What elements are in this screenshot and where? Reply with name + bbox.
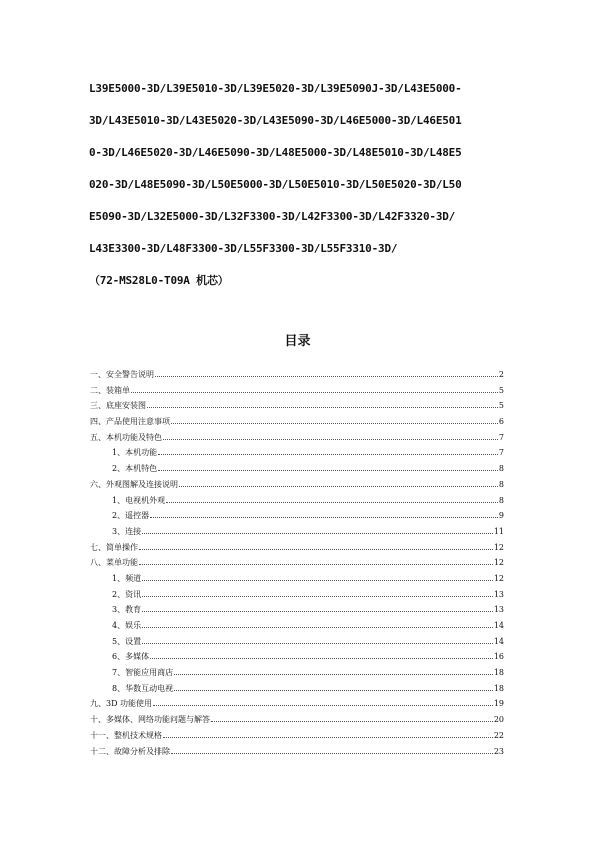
toc-entry[interactable] (90, 651, 504, 667)
toc-entry[interactable] (90, 620, 504, 636)
toc-entry-label: 1、频道 (112, 573, 142, 583)
toc-entry-label: 2、资讯 (112, 589, 142, 599)
toc-entry-page: 7 (498, 432, 504, 442)
toc-leader-dots (131, 391, 498, 393)
toc-leader-dots (163, 438, 498, 440)
toc-entry[interactable] (90, 510, 504, 526)
toc-leader-dots (150, 516, 498, 518)
toc-entry-page: 5 (498, 401, 504, 411)
toc-entry[interactable] (90, 400, 504, 416)
toc-entry-page: 6 (498, 417, 504, 427)
toc-entry-label: 2、本机特色 (112, 464, 158, 474)
model-line: 0-3D/L46E5020-3D/L46E5090-3D/L48E5000-3D/L48E5010-3D/L48E5 (89, 146, 462, 159)
toc-leader-dots (142, 610, 493, 612)
toc-entry-label: 四、产品使用注意事项 (90, 417, 170, 427)
model-line: L39E5000-3D/L39E5010-3D/L39E5020-3D/L39E5090J-3D/L43E5000- (89, 82, 462, 95)
toc-entry-page: 2 (498, 370, 504, 379)
toc-entry-label: 十、多媒体、网络功能问题与解答 (90, 715, 210, 725)
toc-entry[interactable] (90, 730, 504, 746)
toc-entry-page: 9 (498, 511, 504, 521)
toc-entry-page: 8 (498, 464, 504, 474)
toc-entry-page: 23 (493, 746, 504, 756)
toc-entry-page: 14 (493, 636, 504, 646)
toc-leader-dots (139, 563, 493, 565)
toc-entry-page: 14 (493, 621, 504, 630)
toc-entry[interactable] (90, 385, 504, 401)
toc-entry-label: 2、遥控器 (112, 511, 150, 521)
toc-entry[interactable] (90, 416, 504, 432)
toc-entry[interactable] (90, 636, 504, 652)
toc-leader-dots (155, 375, 498, 377)
toc-leader-dots (163, 736, 493, 738)
toc-leader-dots (174, 673, 493, 675)
toc-entry[interactable] (90, 683, 504, 699)
toc-entry-page: 12 (493, 542, 504, 552)
toc-entry-label: 8、华数互动电视 (112, 683, 174, 693)
chassis-note: （72-MS28L0-T09A 机芯） (89, 274, 229, 287)
toc-entry-page: 16 (493, 652, 504, 662)
model-line: 3D/L43E5010-3D/L43E5020-3D/L43E5090-3D/L46E5000-3D/L46E501 (89, 114, 462, 127)
toc-entry-label: 3、教育 (112, 605, 142, 615)
toc-leader-dots (211, 720, 493, 722)
toc-entry-label: 一、安全警告说明 (90, 370, 154, 379)
toc-title: 目录 (284, 334, 311, 349)
toc-entry[interactable] (90, 746, 504, 762)
toc-entry-label: 十一、整机技术规格 (90, 730, 162, 740)
toc-entry-label: 六、外观图解及连接说明 (90, 479, 178, 489)
toc-entry-page: 19 (493, 699, 504, 709)
toc-entry-label: 1、本机功能 (112, 448, 158, 458)
toc-entry-page: 12 (493, 558, 504, 568)
toc-entry-label: 1、电视机外观 (112, 495, 166, 505)
toc-leader-dots (142, 595, 493, 597)
toc-leader-dots (158, 469, 498, 471)
toc-entry-label: 5、设置 (112, 636, 142, 646)
toc-entry[interactable] (90, 526, 504, 542)
toc-entry-label: 7、智能应用商店 (112, 668, 174, 678)
model-line: E5090-3D/L32E5000-3D/L32F3300-3D/L42F3300-3D/L42F3320-3D/ (89, 210, 456, 223)
toc-entry[interactable] (90, 557, 504, 573)
toc-leader-dots (142, 626, 493, 628)
toc-entry-page: 22 (493, 730, 504, 740)
toc-leader-dots (171, 422, 498, 424)
model-line: 020-3D/L48E5090-3D/L50E5000-3D/L50E5010-3D/L50E5020-3D/L50 (89, 178, 462, 191)
toc-entry[interactable] (90, 573, 504, 589)
toc-entry-page: 18 (493, 668, 504, 678)
toc-leader-dots (150, 657, 493, 659)
toc-leader-dots (158, 453, 498, 455)
toc-entry[interactable] (90, 667, 504, 683)
toc-leader-dots (171, 752, 493, 754)
toc-leader-dots (153, 704, 493, 706)
toc-entry[interactable] (90, 589, 504, 605)
toc-entry[interactable] (90, 447, 504, 463)
toc-leader-dots (147, 406, 498, 408)
toc-leader-dots (142, 532, 493, 534)
toc-entry[interactable] (90, 542, 504, 558)
toc-entry-page: 11 (493, 526, 504, 536)
toc-entry-label: 4、娱乐 (112, 621, 142, 630)
toc-entry-label: 九、3D 功能使用 (90, 699, 153, 709)
toc-entry-page: 8 (498, 495, 504, 505)
toc-entry[interactable] (90, 479, 504, 495)
toc-entry-page: 8 (498, 479, 504, 489)
toc-leader-dots (142, 579, 493, 581)
toc-entry-label: 五、本机功能及特色 (90, 432, 162, 442)
toc-entry[interactable] (90, 698, 504, 714)
toc-entry[interactable] (90, 495, 504, 511)
toc-leader-dots (139, 548, 493, 550)
toc-entry[interactable] (90, 463, 504, 479)
toc-entry[interactable] (90, 604, 504, 620)
toc-entry-page: 12 (493, 573, 504, 583)
toc-entry-label: 七、简单操作 (90, 542, 138, 552)
toc-entry-label: 三、底座安装图 (90, 401, 146, 411)
toc-entry[interactable] (90, 369, 504, 385)
toc-entry-page: 13 (493, 589, 504, 599)
toc-entry-page: 5 (498, 385, 504, 395)
toc-entry-page: 20 (493, 715, 504, 725)
toc-leader-dots (166, 501, 498, 503)
toc-entry-page: 13 (493, 605, 504, 615)
toc-entry[interactable] (90, 432, 504, 448)
toc-entry-label: 十二、故障分析及排除 (90, 746, 170, 756)
toc-entry-label: 3、连接 (112, 526, 142, 536)
toc-entry-page: 18 (493, 683, 504, 693)
toc-entry-label: 二、装箱单 (90, 385, 130, 395)
toc-entry-label: 八、菜单功能 (90, 558, 138, 568)
model-line: L43E3300-3D/L48F3300-3D/L55F3300-3D/L55F3310-3D/ (89, 242, 398, 255)
toc-leader-dots (142, 642, 493, 644)
model-list (89, 78, 509, 302)
table-of-contents (90, 369, 504, 761)
toc-entry[interactable] (90, 714, 504, 730)
toc-leader-dots (174, 689, 493, 691)
toc-leader-dots (179, 485, 498, 487)
toc-entry-page: 7 (498, 448, 504, 458)
toc-entry-label: 6、多媒体 (112, 652, 150, 662)
